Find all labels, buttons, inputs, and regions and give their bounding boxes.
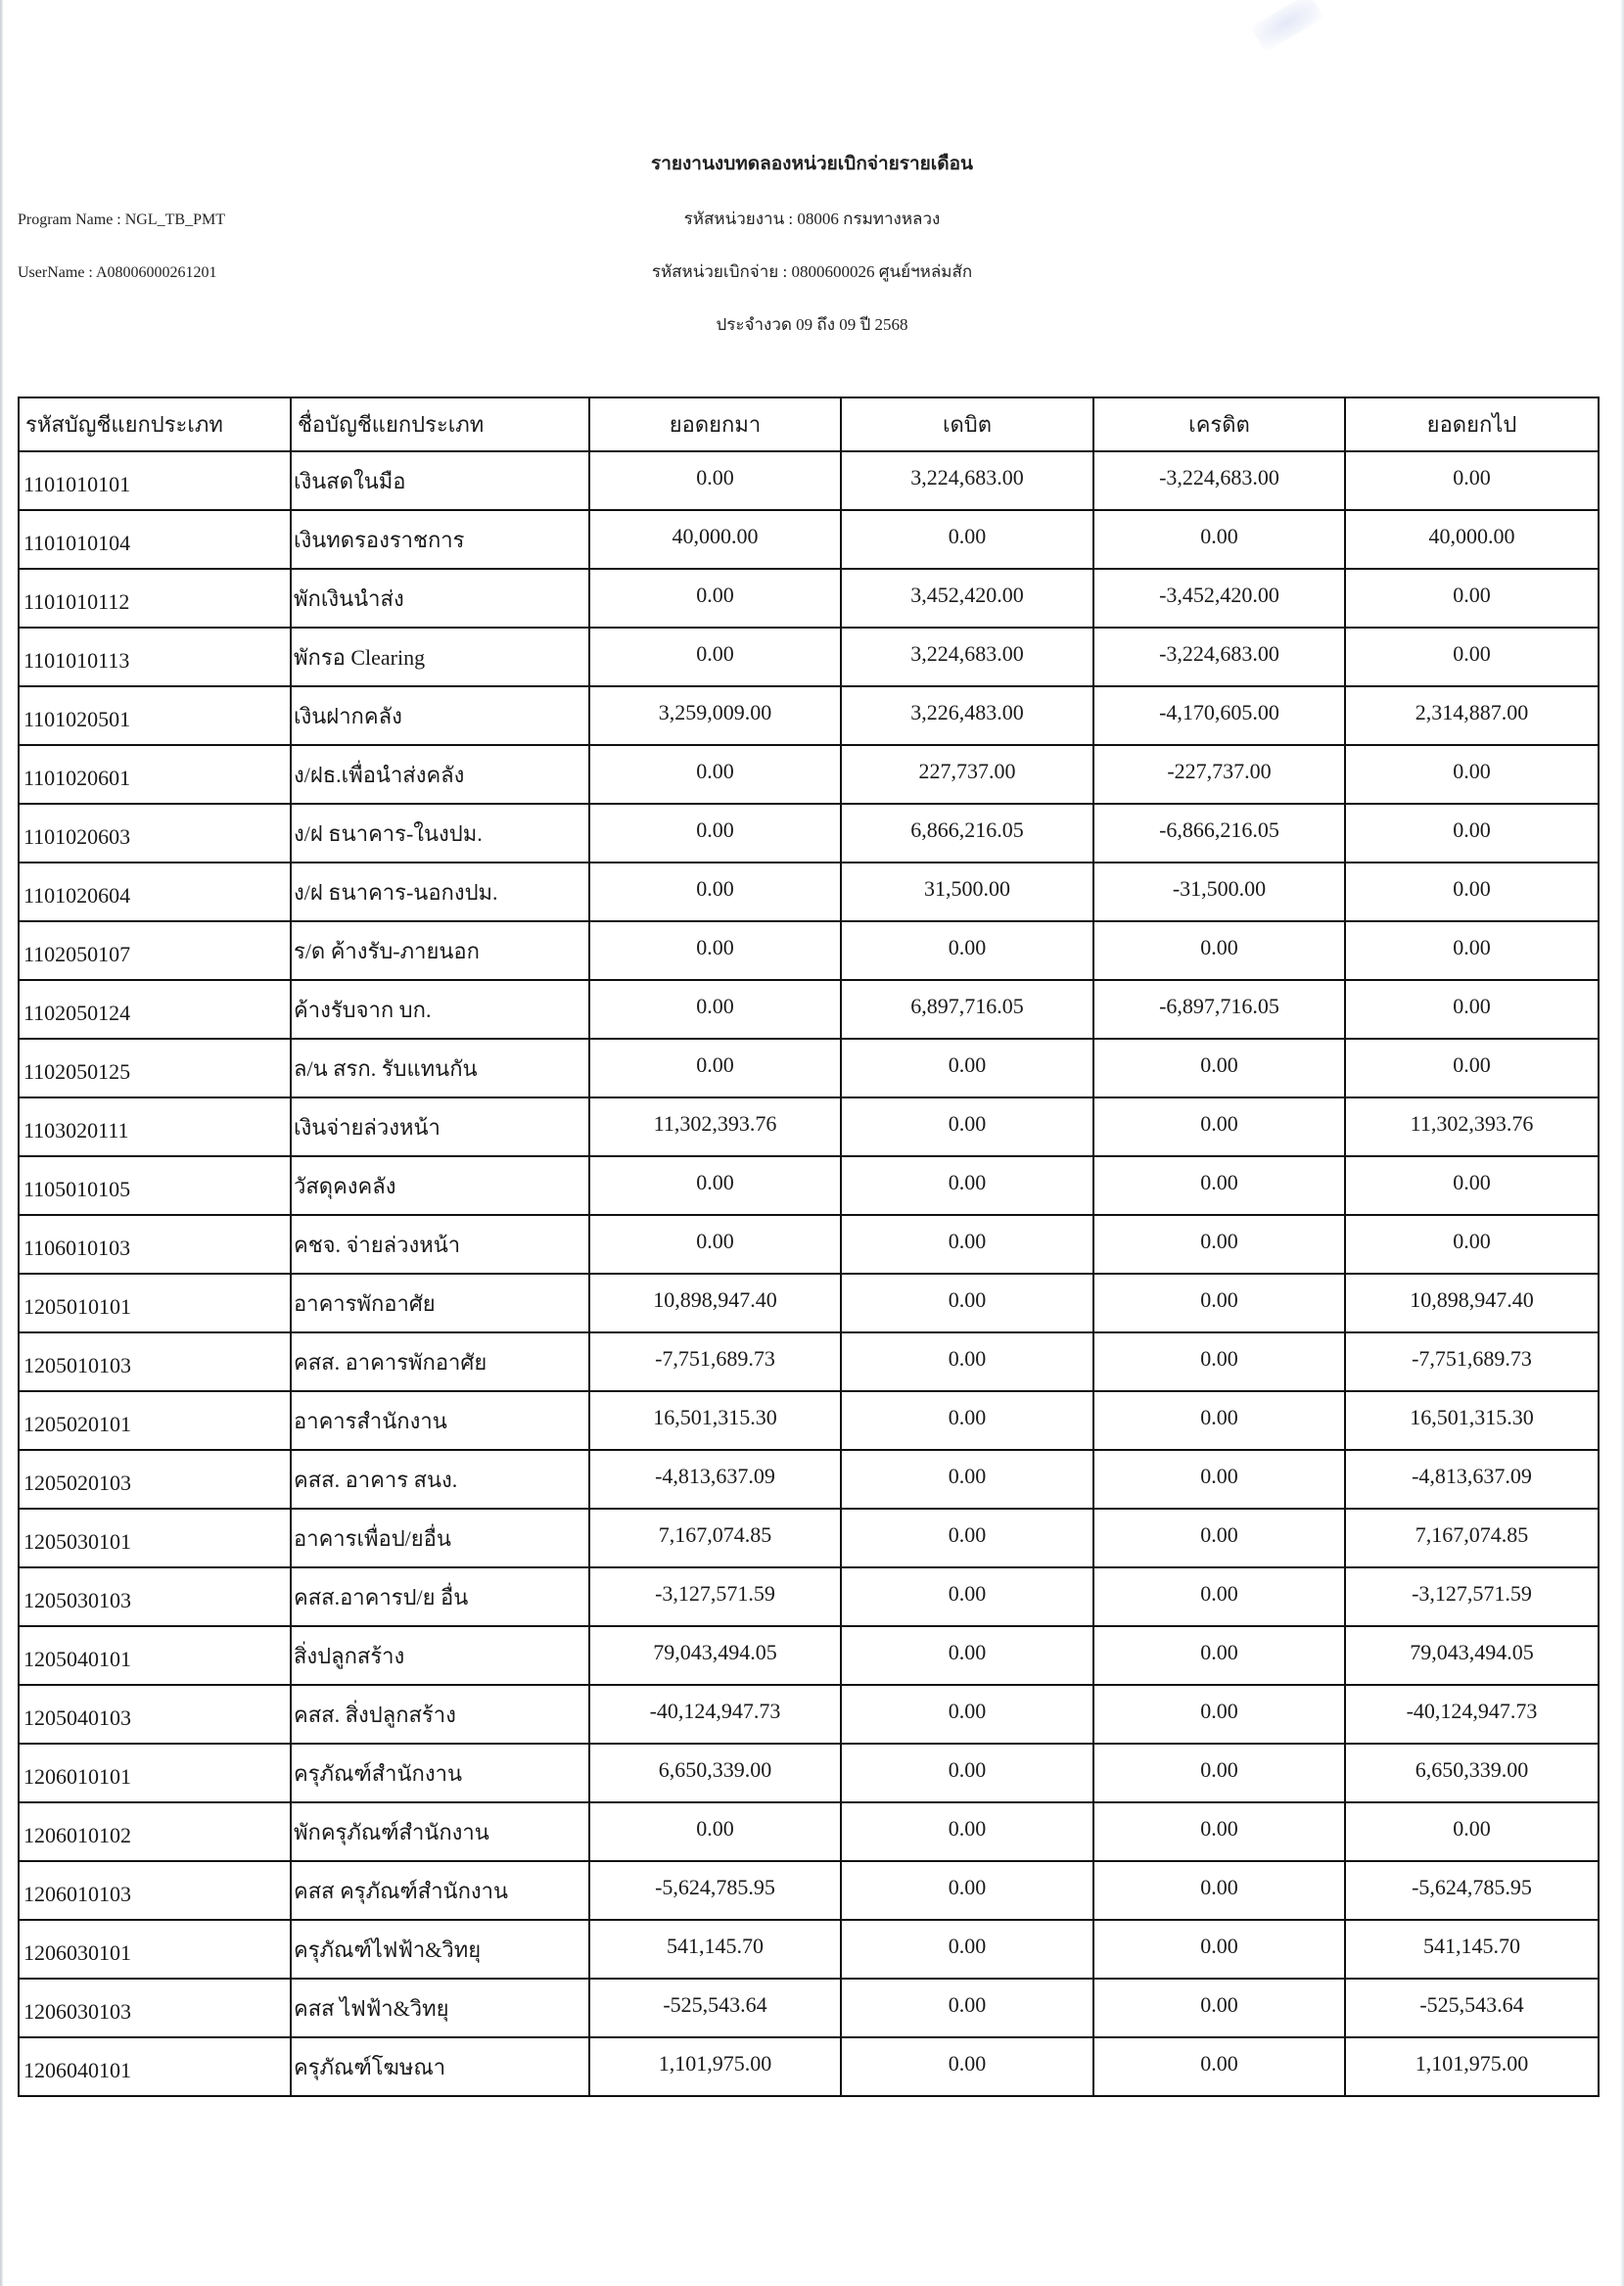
table-row: [19, 804, 1599, 863]
cell-account-code: 1103020111: [19, 1097, 291, 1156]
table-row: [19, 1156, 1599, 1215]
cell-debit: 0.00: [841, 1567, 1093, 1626]
cell-carried-forward: -7,751,689.73: [1345, 1332, 1599, 1391]
cell-brought-forward: 0.00: [589, 1802, 841, 1861]
cell-account-code: 1206030103: [19, 1979, 291, 2037]
cell-debit: 227,737.00: [841, 745, 1093, 804]
cell-debit: 0.00: [841, 510, 1093, 569]
cell-account-code: 1105010105: [19, 1156, 291, 1215]
table-row: [19, 1979, 1599, 2037]
cell-account-name: คสส ครุภัณฑ์สำนักงาน: [291, 1861, 589, 1920]
column-header-account-code: รหัสบัญชีแยกประเภท: [19, 397, 291, 451]
cell-credit: -3,224,683.00: [1093, 628, 1345, 686]
table-row: [19, 745, 1599, 804]
cell-account-code: 1102050124: [19, 980, 291, 1039]
column-header-account-name: ชื่อบัญชีแยกประเภท: [291, 397, 589, 451]
cell-account-code: 1101010104: [19, 510, 291, 569]
cell-account-code: 1101010113: [19, 628, 291, 686]
cell-account-code: 1106010103: [19, 1215, 291, 1274]
cell-credit: 0.00: [1093, 1215, 1345, 1274]
cell-carried-forward: 0.00: [1345, 1156, 1599, 1215]
cell-credit: -6,897,716.05: [1093, 980, 1345, 1039]
cell-account-code: 1205020101: [19, 1391, 291, 1450]
cell-credit: 0.00: [1093, 1450, 1345, 1509]
cell-brought-forward: 0.00: [589, 628, 841, 686]
cell-debit: 0.00: [841, 1391, 1093, 1450]
cell-carried-forward: 0.00: [1345, 1802, 1599, 1861]
cell-carried-forward: 6,650,339.00: [1345, 1744, 1599, 1802]
cell-brought-forward: 0.00: [589, 1156, 841, 1215]
cell-account-name: เงินสดในมือ: [291, 451, 589, 510]
cell-carried-forward: 0.00: [1345, 863, 1599, 921]
cell-account-code: 1206030101: [19, 1920, 291, 1979]
cell-account-code: 1205020103: [19, 1450, 291, 1509]
cell-account-code: 1205030101: [19, 1509, 291, 1567]
cell-debit: 0.00: [841, 1039, 1093, 1097]
table-header-row: [19, 397, 1599, 451]
column-header-brought-forward: ยอดยกมา: [589, 397, 841, 451]
cell-carried-forward: 0.00: [1345, 1039, 1599, 1097]
cell-debit: 0.00: [841, 1979, 1093, 2037]
table-row: [19, 1920, 1599, 1979]
cell-carried-forward: 40,000.00: [1345, 510, 1599, 569]
cell-account-code: 1205030103: [19, 1567, 291, 1626]
cell-account-code: 1101020601: [19, 745, 291, 804]
table-row: [19, 1332, 1599, 1391]
table-row: [19, 1274, 1599, 1332]
cell-account-name: สิ่งปลูกสร้าง: [291, 1626, 589, 1685]
cell-brought-forward: 0.00: [589, 863, 841, 921]
cell-account-code: 1206040101: [19, 2037, 291, 2096]
cell-debit: 0.00: [841, 1332, 1093, 1391]
table-row: [19, 980, 1599, 1039]
cell-account-code: 1102050107: [19, 921, 291, 980]
cell-carried-forward: 541,145.70: [1345, 1920, 1599, 1979]
cell-brought-forward: 1,101,975.00: [589, 2037, 841, 2096]
cell-debit: 3,224,683.00: [841, 451, 1093, 510]
table-row: [19, 921, 1599, 980]
cell-debit: 0.00: [841, 921, 1093, 980]
cell-brought-forward: 0.00: [589, 804, 841, 863]
cell-credit: 0.00: [1093, 921, 1345, 980]
cell-carried-forward: 0.00: [1345, 804, 1599, 863]
cell-account-name: ง/ฝ ธนาคาร-ในงปม.: [291, 804, 589, 863]
cell-debit: 6,897,716.05: [841, 980, 1093, 1039]
cell-debit: 3,452,420.00: [841, 569, 1093, 628]
program-name: Program Name : NGL_TB_PMT: [18, 211, 225, 228]
cell-debit: 0.00: [841, 2037, 1093, 2096]
cell-carried-forward: -4,813,637.09: [1345, 1450, 1599, 1509]
user-name: UserName : A08006000261201: [18, 264, 217, 281]
cell-brought-forward: -5,624,785.95: [589, 1861, 841, 1920]
cell-credit: 0.00: [1093, 1097, 1345, 1156]
cell-brought-forward: 11,302,393.76: [589, 1097, 841, 1156]
cell-account-name: ล/น สรก. รับแทนกัน: [291, 1039, 589, 1097]
cell-credit: -4,170,605.00: [1093, 686, 1345, 745]
table-row: [19, 451, 1599, 510]
cell-account-name: เงินฝากคลัง: [291, 686, 589, 745]
cell-account-name: อาคารเพื่อป/ยอื่น: [291, 1509, 589, 1567]
disbursing-unit-code: รหัสหน่วยเบิกจ่าย : 0800600026 ศูนย์ฯหล่มสัก: [651, 262, 973, 281]
cell-brought-forward: 0.00: [589, 980, 841, 1039]
table-row: [19, 1450, 1599, 1509]
table-row: [19, 1391, 1599, 1450]
table-row: [19, 628, 1599, 686]
cell-carried-forward: 10,898,947.40: [1345, 1274, 1599, 1332]
column-header-debit: เดบิต: [841, 397, 1093, 451]
cell-account-name: ค้างรับจาก บก.: [291, 980, 589, 1039]
cell-carried-forward: 11,302,393.76: [1345, 1097, 1599, 1156]
cell-brought-forward: -40,124,947.73: [589, 1685, 841, 1744]
table-row: [19, 1039, 1599, 1097]
cell-carried-forward: 0.00: [1345, 569, 1599, 628]
cell-credit: -3,224,683.00: [1093, 451, 1345, 510]
trial-balance-table: [18, 397, 1600, 2097]
table-row: [19, 863, 1599, 921]
table-row: [19, 1215, 1599, 1274]
cell-credit: 0.00: [1093, 1391, 1345, 1450]
cell-credit: 0.00: [1093, 1979, 1345, 2037]
column-header-carried-forward: ยอดยกไป: [1345, 397, 1599, 451]
cell-debit: 0.00: [841, 1156, 1093, 1215]
cell-carried-forward: -5,624,785.95: [1345, 1861, 1599, 1920]
cell-carried-forward: 0.00: [1345, 451, 1599, 510]
cell-debit: 0.00: [841, 1097, 1093, 1156]
cell-credit: 0.00: [1093, 1861, 1345, 1920]
cell-brought-forward: 7,167,074.85: [589, 1509, 841, 1567]
table-row: [19, 1861, 1599, 1920]
cell-account-name: อาคารพักอาศัย: [291, 1274, 589, 1332]
cell-account-name: เงินจ่ายล่วงหน้า: [291, 1097, 589, 1156]
table-row: [19, 510, 1599, 569]
cell-debit: 0.00: [841, 1509, 1093, 1567]
cell-brought-forward: 16,501,315.30: [589, 1391, 841, 1450]
cell-account-name: ร/ด ค้างรับ-ภายนอก: [291, 921, 589, 980]
table-row: [19, 1685, 1599, 1744]
column-header-credit: เครดิต: [1093, 397, 1345, 451]
cell-brought-forward: 6,650,339.00: [589, 1744, 841, 1802]
cell-account-name: ง/ฝธ.เพื่อนำส่งคลัง: [291, 745, 589, 804]
cell-carried-forward: 2,314,887.00: [1345, 686, 1599, 745]
scan-smudge: [1250, 0, 1324, 52]
cell-account-name: พักครุภัณฑ์สำนักงาน: [291, 1802, 589, 1861]
table-row: [19, 1744, 1599, 1802]
cell-brought-forward: 40,000.00: [589, 510, 841, 569]
cell-debit: 0.00: [841, 1920, 1093, 1979]
cell-account-name: คชจ. จ่ายล่วงหน้า: [291, 1215, 589, 1274]
cell-brought-forward: -525,543.64: [589, 1979, 841, 2037]
cell-brought-forward: 0.00: [589, 745, 841, 804]
cell-carried-forward: 0.00: [1345, 628, 1599, 686]
cell-account-code: 1206010102: [19, 1802, 291, 1861]
cell-debit: 0.00: [841, 1626, 1093, 1685]
cell-brought-forward: 0.00: [589, 1039, 841, 1097]
cell-brought-forward: 79,043,494.05: [589, 1626, 841, 1685]
cell-account-name: พักรอ Clearing: [291, 628, 589, 686]
cell-account-name: คสส. สิ่งปลูกสร้าง: [291, 1685, 589, 1744]
cell-carried-forward: -40,124,947.73: [1345, 1685, 1599, 1744]
table-row: [19, 1097, 1599, 1156]
cell-brought-forward: -4,813,637.09: [589, 1450, 841, 1509]
cell-account-name: คสส. อาคารพักอาศัย: [291, 1332, 589, 1391]
cell-credit: 0.00: [1093, 1920, 1345, 1979]
table-row: [19, 2037, 1599, 2096]
cell-account-code: 1206010101: [19, 1744, 291, 1802]
cell-debit: 0.00: [841, 1274, 1093, 1332]
cell-credit: 0.00: [1093, 1332, 1345, 1391]
table-row: [19, 1626, 1599, 1685]
cell-account-code: 1205010103: [19, 1332, 291, 1391]
cell-credit: -31,500.00: [1093, 863, 1345, 921]
table-row: [19, 1567, 1599, 1626]
cell-brought-forward: 0.00: [589, 921, 841, 980]
cell-debit: 3,224,683.00: [841, 628, 1093, 686]
cell-account-code: 1101010112: [19, 569, 291, 628]
table-row: [19, 569, 1599, 628]
cell-credit: 0.00: [1093, 1685, 1345, 1744]
cell-account-name: คสส.อาคารป/ย อื่น: [291, 1567, 589, 1626]
scan-edge-right: [1620, 0, 1624, 2286]
cell-account-code: 1205040103: [19, 1685, 291, 1744]
cell-credit: -227,737.00: [1093, 745, 1345, 804]
cell-brought-forward: 0.00: [589, 451, 841, 510]
cell-brought-forward: 0.00: [589, 569, 841, 628]
cell-account-code: 1205040101: [19, 1626, 291, 1685]
cell-carried-forward: 16,501,315.30: [1345, 1391, 1599, 1450]
cell-credit: 0.00: [1093, 1567, 1345, 1626]
cell-account-name: คสส ไฟฟ้า&วิทยุ: [291, 1979, 589, 2037]
table-row: [19, 686, 1599, 745]
cell-credit: 0.00: [1093, 1802, 1345, 1861]
cell-account-name: วัสดุคงคลัง: [291, 1156, 589, 1215]
cell-carried-forward: 7,167,074.85: [1345, 1509, 1599, 1567]
cell-account-name: ครุภัณฑ์สำนักงาน: [291, 1744, 589, 1802]
cell-carried-forward: 0.00: [1345, 1215, 1599, 1274]
cell-credit: -6,866,216.05: [1093, 804, 1345, 863]
cell-credit: 0.00: [1093, 1156, 1345, 1215]
cell-credit: 0.00: [1093, 1509, 1345, 1567]
cell-carried-forward: 0.00: [1345, 980, 1599, 1039]
cell-credit: 0.00: [1093, 510, 1345, 569]
cell-carried-forward: -525,543.64: [1345, 1979, 1599, 2037]
cell-account-code: 1102050125: [19, 1039, 291, 1097]
cell-account-name: ครุภัณฑ์ไฟฟ้า&วิทยุ: [291, 1920, 589, 1979]
cell-debit: 31,500.00: [841, 863, 1093, 921]
cell-carried-forward: 0.00: [1345, 745, 1599, 804]
cell-debit: 0.00: [841, 1861, 1093, 1920]
cell-brought-forward: 541,145.70: [589, 1920, 841, 1979]
agency-code: รหัสหน่วยงาน : 08006 กรมทางหลวง: [683, 210, 941, 228]
cell-carried-forward: 1,101,975.00: [1345, 2037, 1599, 2096]
cell-account-code: 1205010101: [19, 1274, 291, 1332]
cell-debit: 0.00: [841, 1802, 1093, 1861]
report-title: รายงานงบทดลองหน่วยเบิกจ่ายรายเดือน: [650, 154, 974, 174]
cell-debit: 3,226,483.00: [841, 686, 1093, 745]
cell-account-name: เงินทดรองราชการ: [291, 510, 589, 569]
cell-credit: 0.00: [1093, 1626, 1345, 1685]
cell-debit: 0.00: [841, 1450, 1093, 1509]
cell-credit: 0.00: [1093, 1274, 1345, 1332]
cell-account-code: 1101020603: [19, 804, 291, 863]
cell-brought-forward: 0.00: [589, 1215, 841, 1274]
cell-account-name: อาคารสำนักงาน: [291, 1391, 589, 1450]
cell-account-code: 1101010101: [19, 451, 291, 510]
table-body: [19, 451, 1599, 2096]
cell-account-name: คสส. อาคาร สนง.: [291, 1450, 589, 1509]
cell-credit: 0.00: [1093, 2037, 1345, 2096]
cell-credit: -3,452,420.00: [1093, 569, 1345, 628]
cell-account-code: 1101020501: [19, 686, 291, 745]
cell-account-name: พักเงินนำส่ง: [291, 569, 589, 628]
cell-debit: 0.00: [841, 1685, 1093, 1744]
report-period: ประจำงวด 09 ถึง 09 ปี 2568: [716, 315, 908, 334]
table-row: [19, 1509, 1599, 1567]
cell-credit: 0.00: [1093, 1744, 1345, 1802]
cell-brought-forward: 10,898,947.40: [589, 1274, 841, 1332]
cell-debit: 0.00: [841, 1744, 1093, 1802]
cell-account-name: ครุภัณฑ์โฆษณา: [291, 2037, 589, 2096]
cell-account-name: ง/ฝ ธนาคาร-นอกงปม.: [291, 863, 589, 921]
cell-brought-forward: -3,127,571.59: [589, 1567, 841, 1626]
cell-brought-forward: -7,751,689.73: [589, 1332, 841, 1391]
cell-carried-forward: -3,127,571.59: [1345, 1567, 1599, 1626]
scan-edge-left: [0, 0, 3, 2286]
cell-account-code: 1101020604: [19, 863, 291, 921]
cell-debit: 0.00: [841, 1215, 1093, 1274]
cell-debit: 6,866,216.05: [841, 804, 1093, 863]
cell-account-code: 1206010103: [19, 1861, 291, 1920]
cell-credit: 0.00: [1093, 1039, 1345, 1097]
table-row: [19, 1802, 1599, 1861]
cell-carried-forward: 79,043,494.05: [1345, 1626, 1599, 1685]
cell-carried-forward: 0.00: [1345, 921, 1599, 980]
cell-brought-forward: 3,259,009.00: [589, 686, 841, 745]
